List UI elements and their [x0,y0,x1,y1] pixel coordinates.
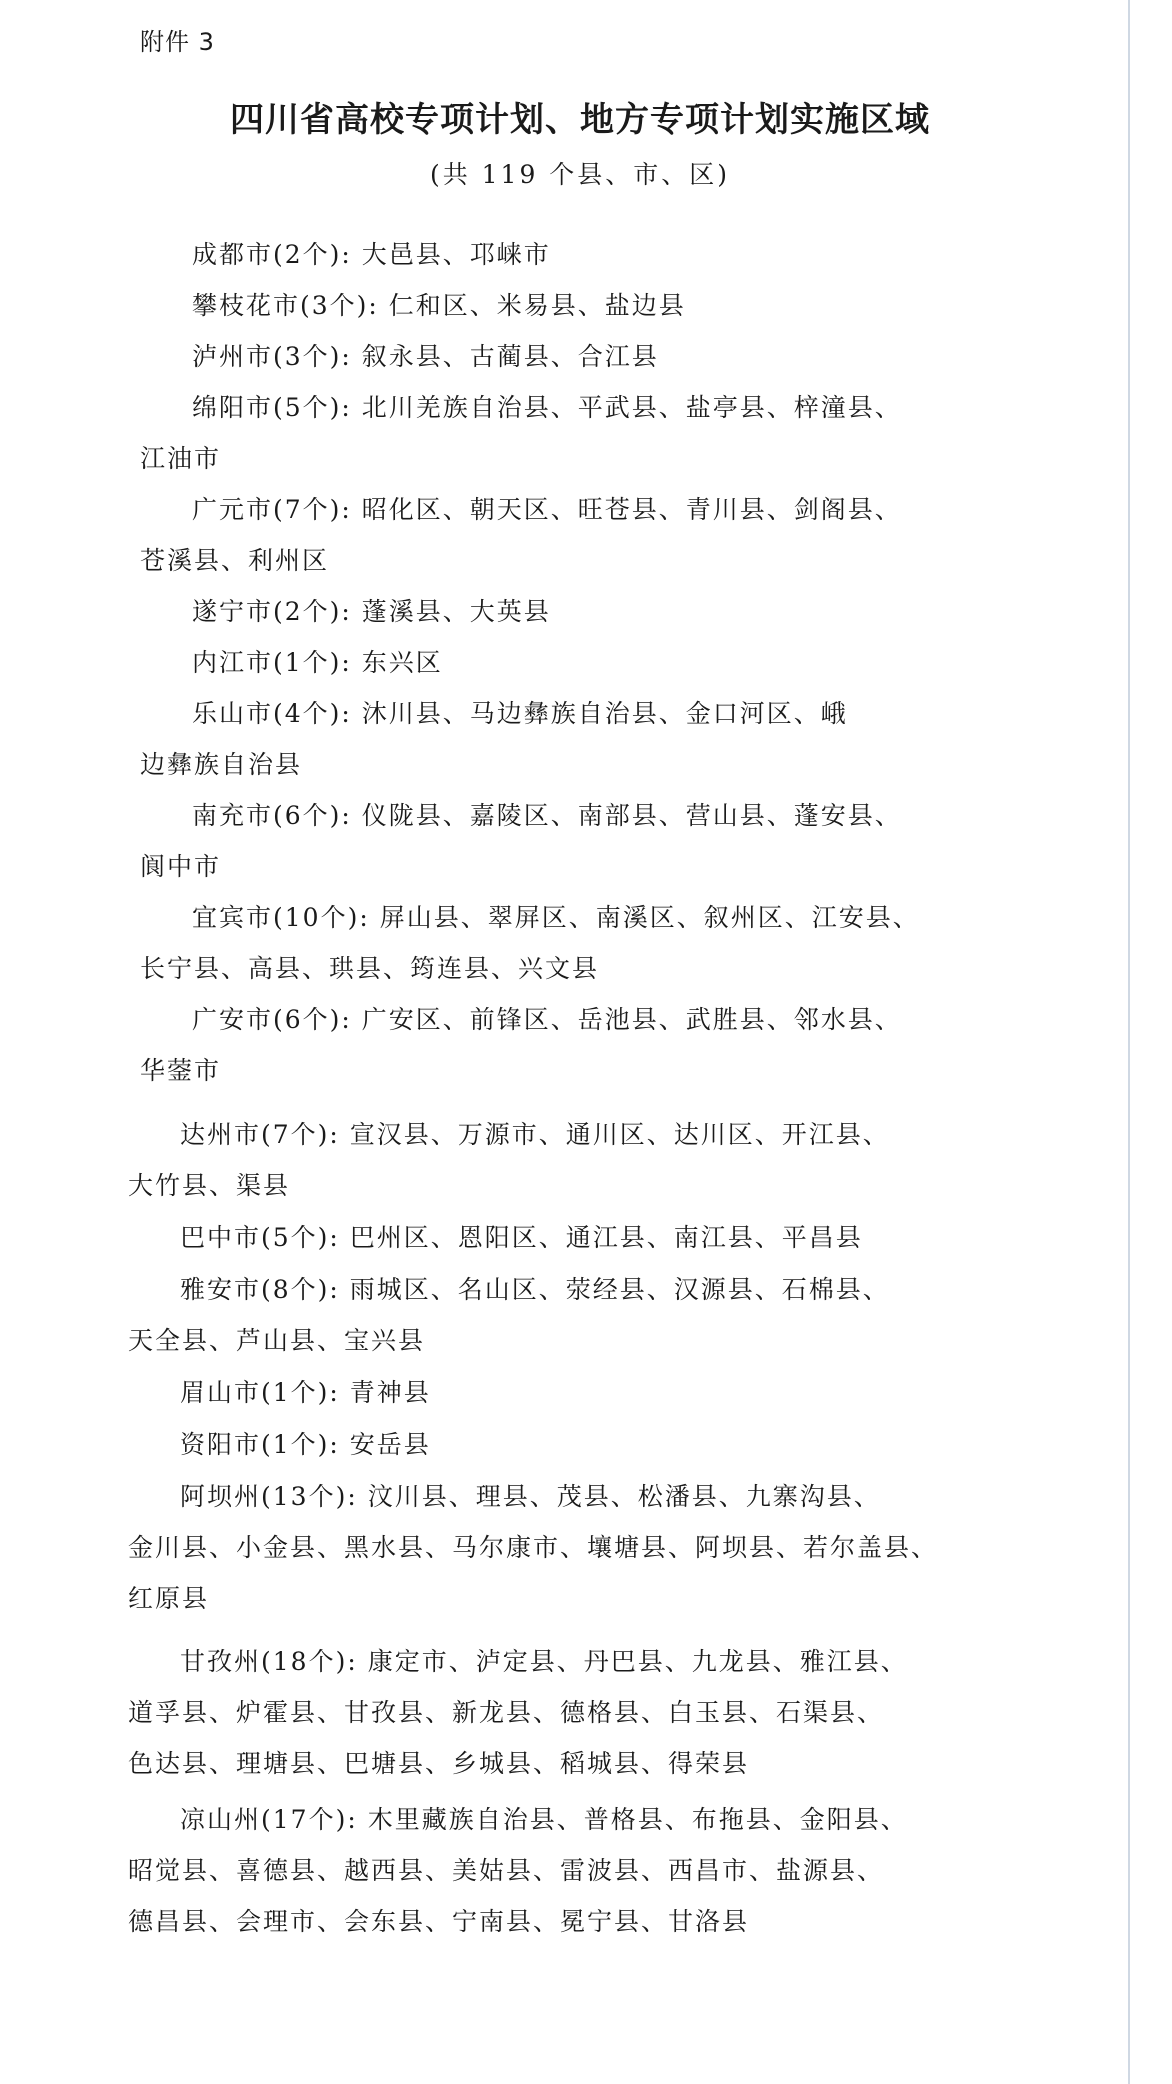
entry-line: 大竹县、渠县 [128,1171,291,1200]
region-entry [140,790,940,892]
entry-line: 绵阳市(5个): 北川羌族自治县、平武县、盐亭县、梓潼县、 [192,393,902,422]
entry-line: 达州市(7个): 宣汉县、万源市、通川区、达川区、开江县、 [180,1120,890,1149]
document-title: 四川省高校专项计划、地方专项计划实施区域 [230,100,930,140]
region-entry [128,1419,928,1470]
region-entry [140,688,940,790]
region-entry [140,484,940,586]
region-entry [140,280,940,331]
entry-line: 资阳市(1个): 安岳县 [180,1430,431,1459]
entry-line: 内江市(1个): 东兴区 [192,648,443,677]
region-entry [140,229,940,280]
entry-line: 成都市(2个): 大邑县、邛崃市 [192,240,551,269]
region-entry [140,892,940,994]
entry-line: 广安市(6个): 广安区、前锋区、岳池县、武胜县、邻水县、 [192,1005,902,1034]
entry-line: 道孚县、炉霍县、甘孜县、新龙县、德格县、白玉县、石渠县、 [128,1698,885,1727]
entry-line: 德昌县、会理市、会东县、宁南县、冕宁县、甘洛县 [128,1907,750,1936]
region-entry [128,1212,928,1263]
entry-line: 宜宾市(10个): 屏山县、翠屏区、南溪区、叙州区、江安县、 [192,903,920,932]
entry-line: 天全县、芦山县、宝兴县 [128,1326,426,1355]
entry-line: 泸州市(3个): 叙永县、古蔺县、合江县 [192,342,659,371]
region-entry [140,382,940,484]
entry-line: 眉山市(1个): 青神县 [180,1378,431,1407]
entry-line: 江油市 [140,444,222,473]
attachment-label: 附件 3 [140,28,215,56]
entry-line: 甘孜州(18个): 康定市、泸定县、丹巴县、九龙县、雅江县、 [180,1647,908,1676]
entry-line: 攀枝花市(3个): 仁和区、米易县、盐边县 [192,291,686,320]
entry-line: 雅安市(8个): 雨城区、名山区、荥经县、汉源县、石棉县、 [180,1275,890,1304]
region-entry [140,586,940,637]
region-entry [128,1471,939,1624]
page-margin [1130,0,1172,2084]
entry-line: 巴中市(5个): 巴州区、恩阳区、通江县、南江县、平昌县 [180,1223,863,1252]
region-entry [128,1367,928,1418]
entry-line: 红原县 [128,1584,210,1613]
entry-line: 华蓥市 [140,1056,222,1085]
region-entry [128,1794,928,1947]
document-subtitle: (共 119 个县、市、区) [429,160,731,189]
entry-line: 阆中市 [140,852,222,881]
entry-line: 昭觉县、喜德县、越西县、美姑县、雷波县、西昌市、盐源县、 [128,1856,885,1885]
entry-line: 遂宁市(2个): 蓬溪县、大英县 [192,597,551,626]
entry-line: 金川县、小金县、黑水县、马尔康市、壤塘县、阿坝县、若尔盖县、 [128,1533,939,1562]
region-entry [140,331,940,382]
region-entry [128,1109,928,1211]
entry-line: 边彝族自治县 [140,750,303,779]
region-entry [128,1636,928,1789]
entry-line: 色达县、理塘县、巴塘县、乡城县、稻城县、得荣县 [128,1749,750,1778]
entry-line: 苍溪县、利州区 [140,546,330,575]
region-entry [140,637,940,688]
region-entry [128,1264,928,1366]
entry-line: 阿坝州(13个): 汶川县、理县、茂县、松潘县、九寨沟县、 [180,1482,881,1511]
entry-line: 凉山州(17个): 木里藏族自治县、普格县、布拖县、金阳县、 [180,1805,908,1834]
entry-line: 长宁县、高县、珙县、筠连县、兴文县 [140,954,600,983]
region-entry [140,994,940,1096]
entry-line: 南充市(6个): 仪陇县、嘉陵区、南部县、营山县、蓬安县、 [192,801,902,830]
entry-line: 乐山市(4个): 沐川县、马边彝族自治县、金口河区、峨 [192,699,848,728]
entry-line: 广元市(7个): 昭化区、朝天区、旺苍县、青川县、剑阁县、 [192,495,902,524]
